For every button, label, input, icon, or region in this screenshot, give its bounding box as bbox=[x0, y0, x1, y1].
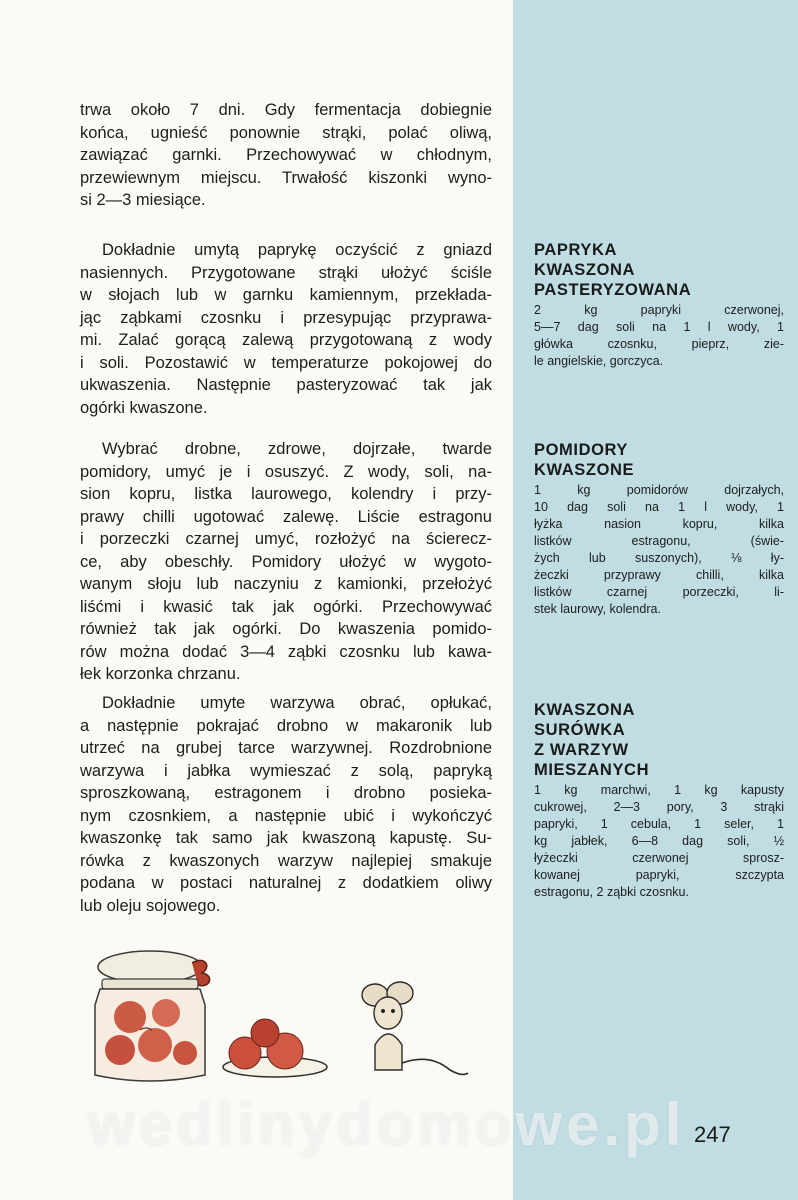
text-line: Dokładnie umyte warzywa obrać, opłukać, bbox=[102, 694, 492, 712]
text-line: sion kopru, listka laurowego, kolendry i przy- bbox=[80, 485, 492, 503]
text-line: utrzeć na grubej tarce warzywnej. Rozdrobnione bbox=[80, 739, 492, 757]
recipe-method-pomidory bbox=[80, 438, 492, 686]
illustration bbox=[70, 945, 490, 1085]
ingredient-line: stek laurowy, kolendra. bbox=[534, 602, 661, 616]
text-line: i porzeczki czarnej umyć, rozłożyć na ścierecz- bbox=[80, 530, 492, 548]
text-line: rów można dodać 3—4 ząbki czosnku lub kawa- bbox=[80, 642, 492, 661]
recipe-title bbox=[534, 240, 784, 300]
text-line: Wybrać drobne, zdrowe, dojrzałe, twarde bbox=[102, 440, 492, 458]
ingredient-line: cukrowej, 2—3 pory, 3 strąki bbox=[534, 800, 784, 814]
text-line: Dokładnie umytą paprykę oczyścić z gniazd bbox=[102, 241, 492, 259]
ingredient-line: le angielskie, gorczyca. bbox=[534, 354, 664, 368]
title-line: PAPRYKA bbox=[534, 241, 618, 259]
pickle-jar-icon bbox=[95, 951, 210, 1081]
text-line: ukwaszenia. Następnie pasteryzować tak jak bbox=[80, 376, 492, 394]
recipe-sidebar-papryka bbox=[534, 240, 784, 370]
recipe-ingredients bbox=[534, 302, 784, 370]
ingredient-line: łyżka nasion kopru, kilka bbox=[534, 517, 784, 531]
text-line: warzywa i jabłka wymieszać z solą, papryką bbox=[80, 761, 492, 780]
ingredient-line: 1 kg marchwi, 1 kg kapusty bbox=[534, 783, 784, 797]
title-line: KWASZONE bbox=[534, 461, 635, 479]
ingredient-line: listków estragonu, (świe- bbox=[534, 534, 784, 548]
text-line: si 2—3 miesiące. bbox=[80, 191, 206, 209]
ingredient-line: kowanej papryki, szczypta bbox=[534, 868, 784, 882]
text-line: mi. Zalać gorącą zalewą przygotowaną z wody bbox=[80, 331, 492, 349]
text-line: kwaszonkę tak samo jak kwaszoną kapustę. Su- bbox=[80, 829, 492, 847]
watermark: wedlinydomowe.pl bbox=[88, 1091, 686, 1158]
ingredient-line: listków czarnej porzeczki, li- bbox=[534, 585, 784, 599]
text-line: sproszkowaną, estragonem i drobno posieka- bbox=[80, 784, 492, 802]
recipe-title bbox=[534, 440, 784, 480]
tomato-plate-icon bbox=[223, 1019, 327, 1077]
text-line: ogórki kwaszone. bbox=[80, 398, 208, 417]
title-line: KWASZONA bbox=[534, 261, 636, 279]
text-line: ce, aby obeschły. Pomidory ułożyć w wygoto- bbox=[80, 552, 492, 571]
title-line: Z WARZYW bbox=[534, 741, 629, 759]
text-line: nym czosnkiem, a następnie ubić i wykończyć bbox=[80, 806, 492, 825]
text-line: nasiennych. Przygotowane strąki ułożyć ściśle bbox=[80, 263, 492, 282]
ingredient-line: żych lub suszonych), ⅛ ły- bbox=[534, 551, 784, 565]
title-line: MIESZANYCH bbox=[534, 761, 650, 779]
recipe-ingredients bbox=[534, 482, 784, 618]
text-line: liśćmi i kwasić tak jak ogórki. Przechowywać bbox=[80, 597, 492, 616]
ingredient-line: estragonu, 2 ząbki czosnku. bbox=[534, 885, 689, 899]
title-line: SURÓWKA bbox=[534, 721, 626, 739]
text-line: rówka z kwaszonych warzyw najlepiej smakuje bbox=[80, 851, 492, 870]
page-number: 247 bbox=[694, 1122, 731, 1147]
text-line: prawy chilli ugotować zalewę. Liście estragonu bbox=[80, 507, 492, 526]
intro-paragraph bbox=[80, 99, 492, 212]
text-line: trwa około 7 dni. Gdy fermentacja dobiegnie bbox=[80, 101, 492, 119]
ingredient-line: 2 kg papryki czerwonej, bbox=[534, 303, 784, 317]
text-line: pomidory, umyć je i osuszyć. Z wody, soli, na- bbox=[80, 462, 492, 481]
text-line: również tak jak ogórki. Do kwaszenia pomido- bbox=[80, 620, 492, 638]
ingredient-line: kg jabłek, 6—8 dag soli, ½ bbox=[534, 834, 784, 848]
ingredient-line: łyżeczki czerwonej sprosz- bbox=[534, 851, 784, 865]
mouse-icon bbox=[362, 982, 468, 1074]
text-line: końca, ugnieść ponownie strąki, polać oliwą, bbox=[80, 123, 492, 142]
text-line: wanym słoju lub naczyniu z kamionki, przełożyć bbox=[80, 575, 492, 593]
text-line: łek korzonka chrzanu. bbox=[80, 665, 241, 683]
text-line: podana w postaci naturalnej z dodatkiem oliwy bbox=[80, 874, 492, 892]
ingredient-line: żeczki przyprawy chilli, kilka bbox=[534, 568, 784, 582]
text-line: lub oleju sojowego. bbox=[80, 896, 221, 915]
text-line: jąc ząbkami czosnku i przesypując przyprawa- bbox=[80, 308, 492, 327]
recipe-method-papryka bbox=[80, 239, 492, 419]
ingredient-line: 10 dag soli na 1 l wody, 1 bbox=[534, 500, 784, 514]
text-line: zawiązać garnki. Przechowywać w chłodnym, bbox=[80, 146, 492, 164]
title-line: POMIDORY bbox=[534, 441, 629, 459]
text-line: i soli. Pozostawić w temperaturze pokojowej do bbox=[80, 353, 492, 372]
recipe-sidebar-surowka bbox=[534, 700, 784, 901]
ingredient-line: 1 kg pomidorów dojrzałych, bbox=[534, 483, 784, 497]
recipe-sidebar-pomidory bbox=[534, 440, 784, 618]
text-line: a następnie pokrajać drobno w makaronik lub bbox=[80, 716, 492, 735]
title-line: PASTERYZOWANA bbox=[534, 281, 692, 299]
text-line: przewiewnym miejscu. Trwałość kiszonki wyno- bbox=[80, 168, 492, 187]
ingredient-line: główka czosnku, pieprz, zie- bbox=[534, 337, 784, 351]
recipe-ingredients bbox=[534, 782, 784, 901]
ingredient-line: 5—7 dag soli na 1 l wody, 1 bbox=[534, 320, 784, 334]
text-line: w słojach lub w garnku kamiennym, przekłada- bbox=[80, 286, 492, 304]
recipe-method-surowka bbox=[80, 692, 492, 917]
ingredient-line: papryki, 1 cebula, 1 seler, 1 bbox=[534, 817, 784, 831]
recipe-title bbox=[534, 700, 784, 780]
title-line: KWASZONA bbox=[534, 701, 636, 719]
